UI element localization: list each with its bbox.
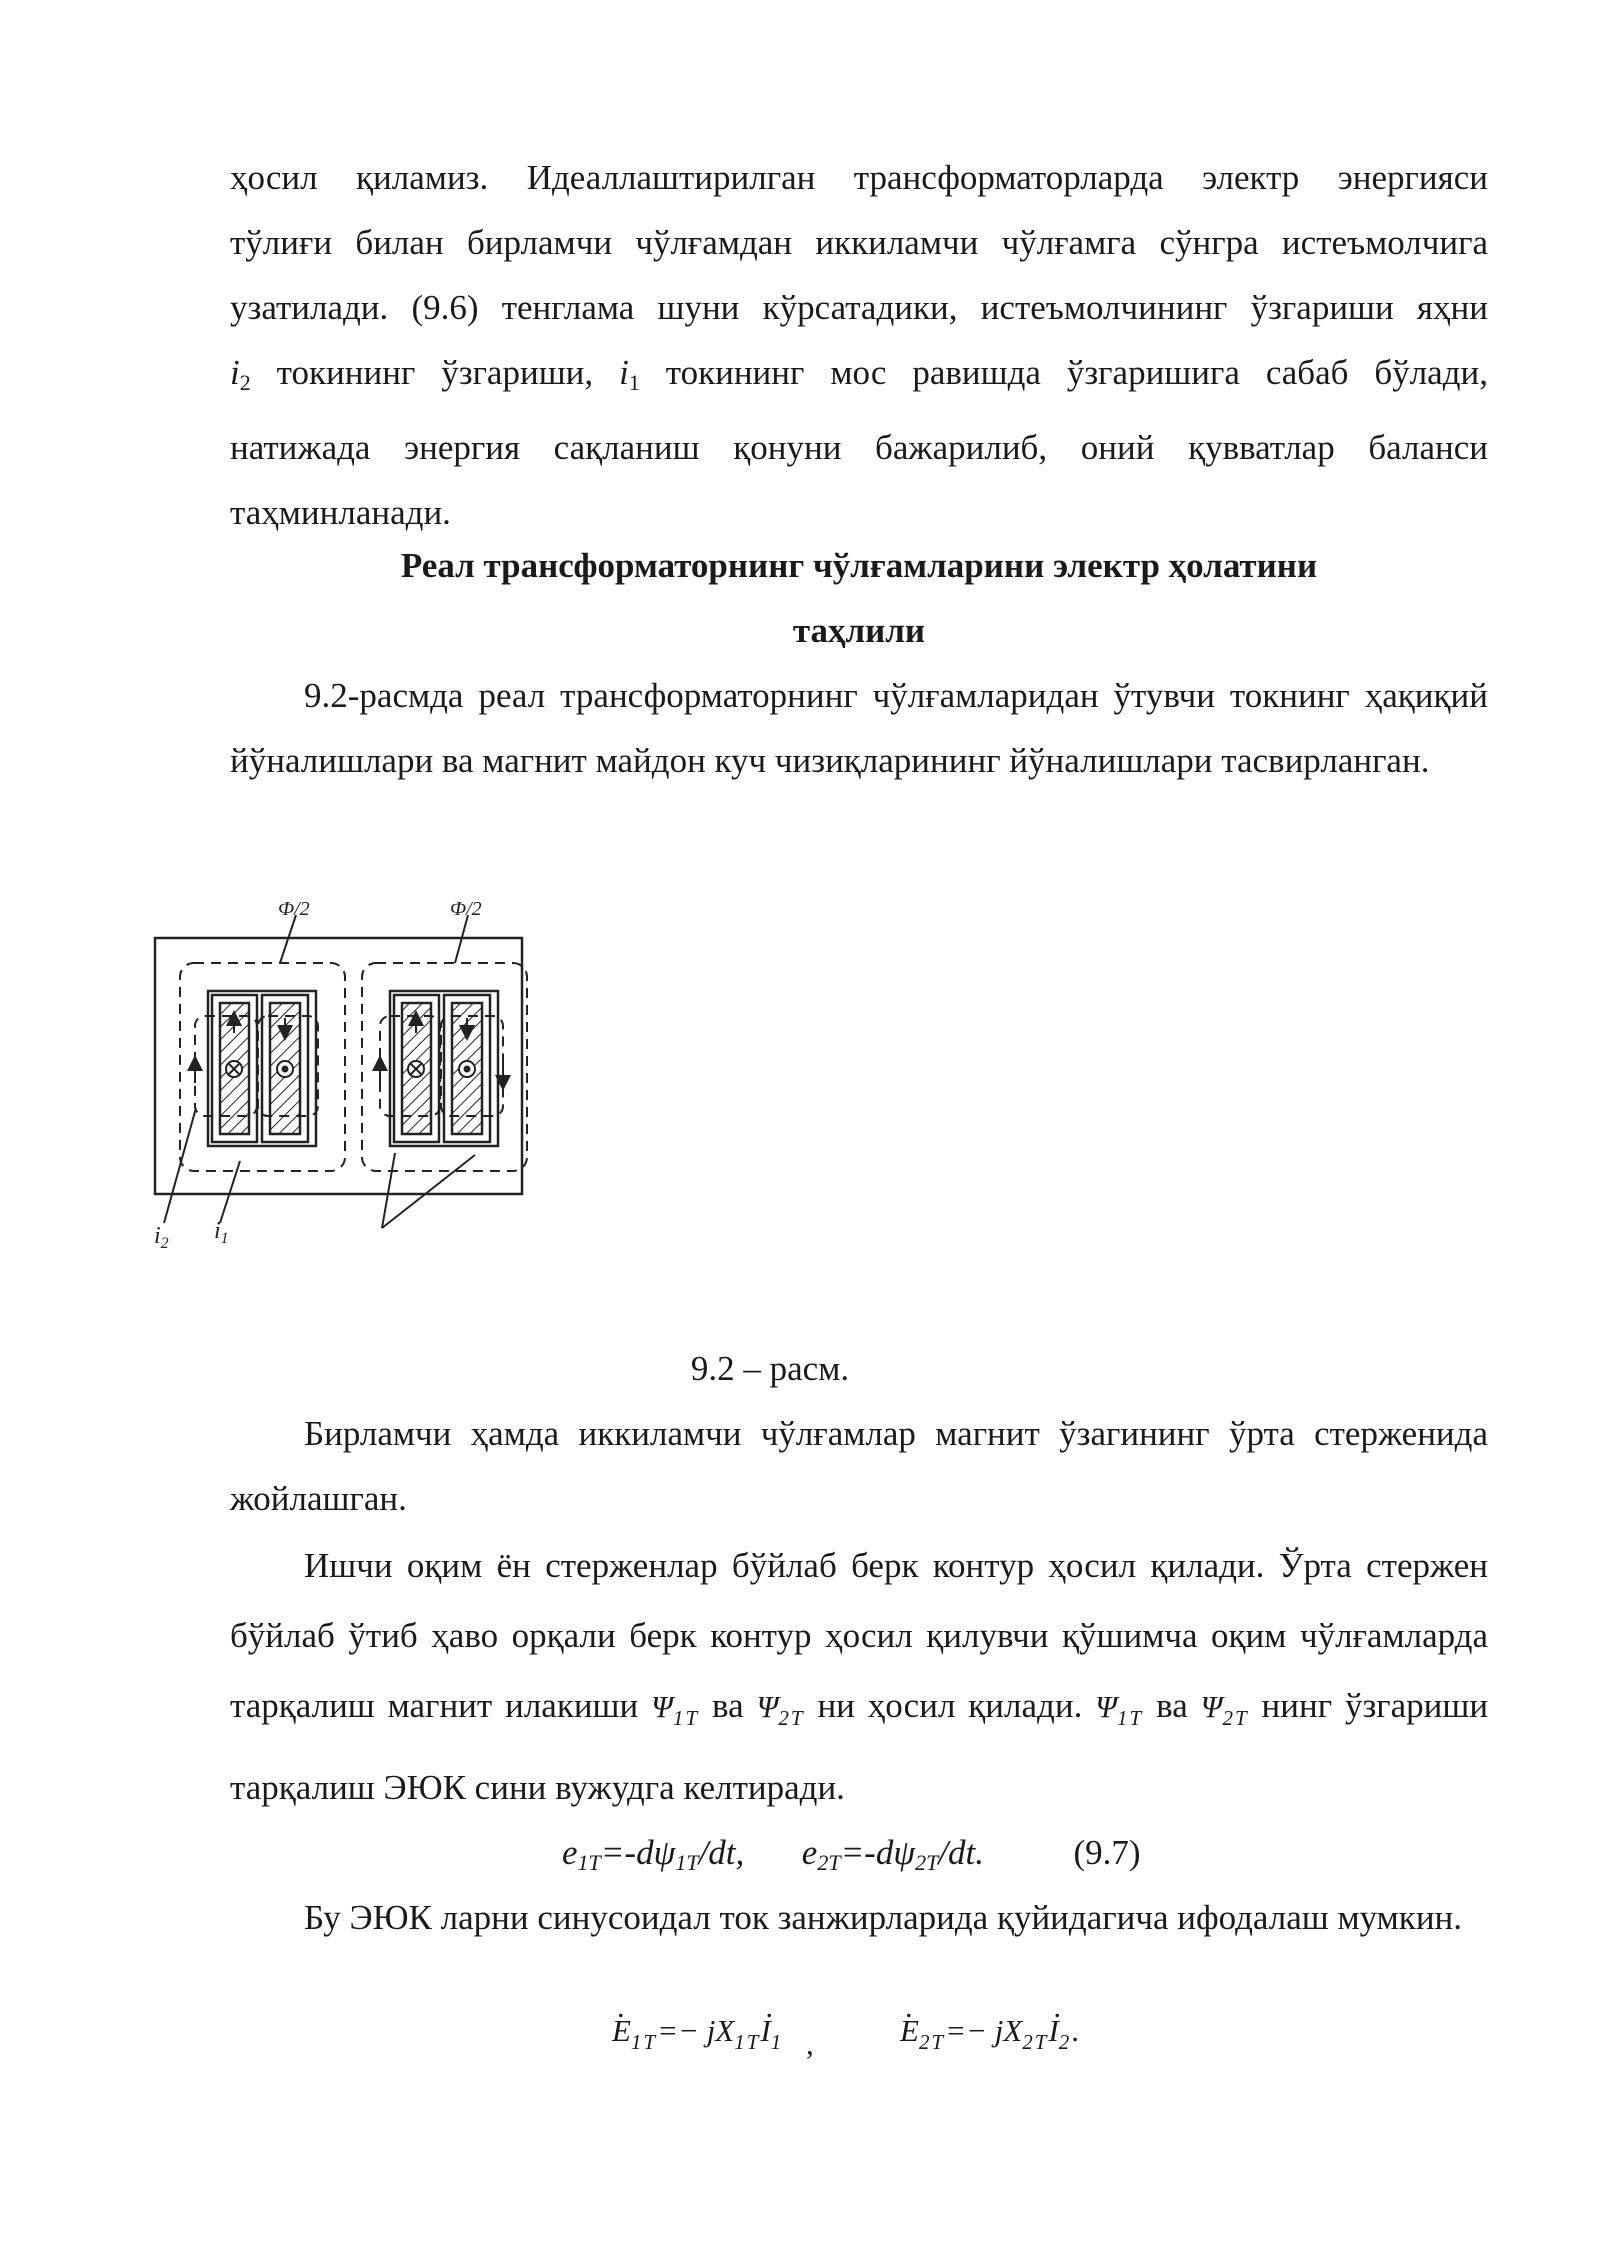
paragraph-1: [230, 145, 1488, 545]
paragraph-2: [230, 663, 1488, 793]
flux-label-right: Ф/2: [450, 898, 482, 920]
paragraph-4-va-2: ва: [1156, 1686, 1188, 1725]
paragraph-4-va-1: ва: [712, 1686, 744, 1725]
psi-2t-symbol: $\Psi_{2T}$: [756, 1689, 805, 1730]
paragraph-4-text: [230, 1531, 1488, 1823]
current-i2-subscript: 2: [239, 370, 251, 395]
paragraph-4-part-1: Ишчи оқим ён стерженлар бўйлаб берк контур ҳосил қилади. Ўрта стержен бўйлаб ўтиб ҳаво орқали берк контур ҳосил қилувчи қўшимча оқим чўлғамларда тарқалиш магнит илакиши: [230, 1546, 1488, 1725]
paragraph-2-text: 9.2-расмда реал трансформаторнинг чўлғамларидан ўтувчи токнинг ҳақиқий йўналишлари ва магнит майдон куч чизиқларининг йўналишлари тасвирланган.: [230, 676, 1488, 780]
psi-1t-symbol: $\Psi_{1T}$: [651, 1689, 700, 1730]
paragraph-5: [230, 1885, 1488, 1950]
paragraph-4-part-2: ни ҳосил қилади.: [817, 1686, 1083, 1725]
paragraph-1-line-6: таҳминланади.: [230, 493, 451, 532]
phasor-formula-e2t: . $E_{2T}=- jX_{2T}$. $I_2$.: [900, 2013, 1079, 2055]
transformer-figure: [150, 893, 550, 1268]
paragraph-1-line-5: натижада энергия сақланиш қонуни бажарилиб, оний қувватлар баланси: [230, 428, 1488, 467]
winding-label-i2: $i_2$: [154, 1223, 169, 1252]
phasor-formula-e1t: . $E_{1T}=- jX_{1T}$. $I_1$: [612, 2013, 783, 2055]
flux-label-left: Ф/2: [278, 898, 310, 920]
current-i1-subscript: 1: [628, 370, 640, 395]
paragraph-3: [230, 1401, 1488, 1531]
winding-label-i1: $i_1$: [214, 1218, 229, 1247]
current-i1-symbol: i: [619, 353, 629, 392]
phasor-formula-comma: ,: [806, 2026, 814, 2061]
psi-2t-symbol-2: $\Psi_{2T}$: [1200, 1689, 1249, 1730]
paragraph-1-line-4-end: токининг мос равишда ўзгаришига сабаб бўлади,: [639, 353, 1489, 392]
transformer-diagram: [150, 893, 550, 1263]
paragraph-4: [230, 1531, 1488, 1823]
paragraph-4-part-3: нинг ўзгариши тарқалиш ЭЮК сини вужудга келтиради.: [230, 1686, 1489, 1807]
figure-caption: 9.2 – расм.: [690, 1349, 850, 1388]
section-heading-line-2: таҳлили: [792, 611, 926, 650]
paragraph-1-line-2: тўлиғи билан бирламчи чўлғамдан иккиламчи чўлғамга сўнгра истеъмолчига: [230, 223, 1488, 262]
psi-1t-symbol-2: $\Psi_{1T}$: [1095, 1689, 1144, 1730]
formula-9-7: $e_{1T}=-d\psi_{1T}/dt$, $e_{2T}=-d\psi_{2T}/dt$. (9.7): [562, 1833, 1141, 1875]
formula-number: (9.7): [1073, 1833, 1141, 1872]
paragraph-1-line-1: ҳосил қиламиз. Идеаллаштирилган трансформаторларда электр энергияси: [230, 158, 1488, 197]
paragraph-1-line-4-mid: токининг ўзгариши,: [250, 353, 620, 392]
paragraph-1-line-4: [230, 340, 1488, 415]
paragraph-5-text: Бу ЭЮК ларни синусоидал ток занжирларида қуйидагича ифодалаш мумкин.: [304, 1898, 1463, 1937]
current-i2-symbol: i: [230, 353, 240, 392]
section-heading-line-1: Реал трансформаторнинг чўлғамларини электр ҳолатини: [400, 546, 1318, 585]
paragraph-3-text: Бирламчи ҳамда иккиламчи чўлғамлар магнит ўзагининг ўрта стерженида жойлашган.: [230, 1414, 1488, 1518]
paragraph-1-line-3: узатилади. (9.6) тенглама шуни кўрсатадики, истеъмолчининг ўзгариши яҳни: [230, 288, 1488, 327]
